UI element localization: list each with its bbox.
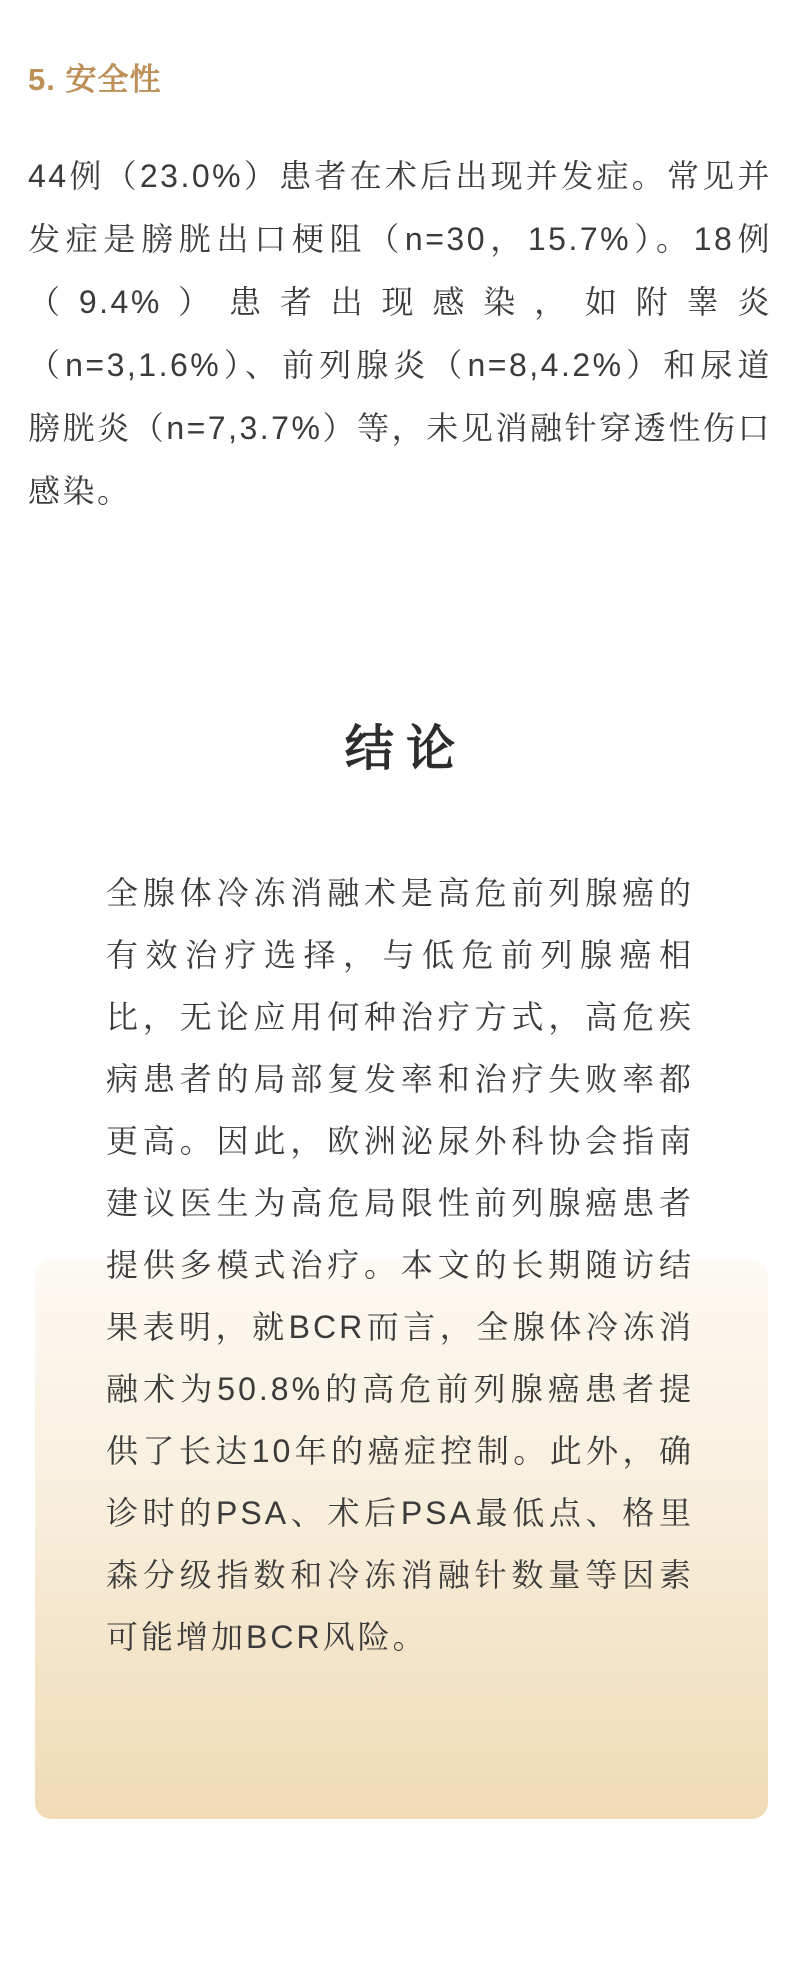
safety-section-heading: 5. 安全性 — [28, 61, 162, 97]
conclusion-title: 结 论 — [344, 720, 456, 776]
safety-section-paragraph: 44例（23.0%）患者在术后出现并发症。常见并发症是膀胱出口梗阻（n=30，15.7%）。18例（9.4%）患者出现感染，如附睾炎（n=3,1.6%）、前列腺炎（n=8,4.2%）和尿道膀胱炎（n=7,3.7%）等，未见消融针穿透性伤口感染。 — [28, 158, 772, 509]
conclusion-paragraph: 全腺体冷冻消融术是高危前列腺癌的有效治疗选择，与低危前列腺癌相比，无论应用何种治疗方式，高危疾病患者的局部复发率和治疗失败率都更高。因此，欧洲泌尿外科协会指南建议医生为高危局限性前列腺癌患者提供多模式治疗。本文的长期随访结果表明，就BCR而言，全腺体冷冻消融术为50.8%的高危前列腺癌患者提供了长达10年的癌症控制。此外，确诊时的PSA、术后PSA最低点、格里森分级指数和冷冻消融针数量等因素可能增加BCR风险。 — [106, 875, 694, 1655]
